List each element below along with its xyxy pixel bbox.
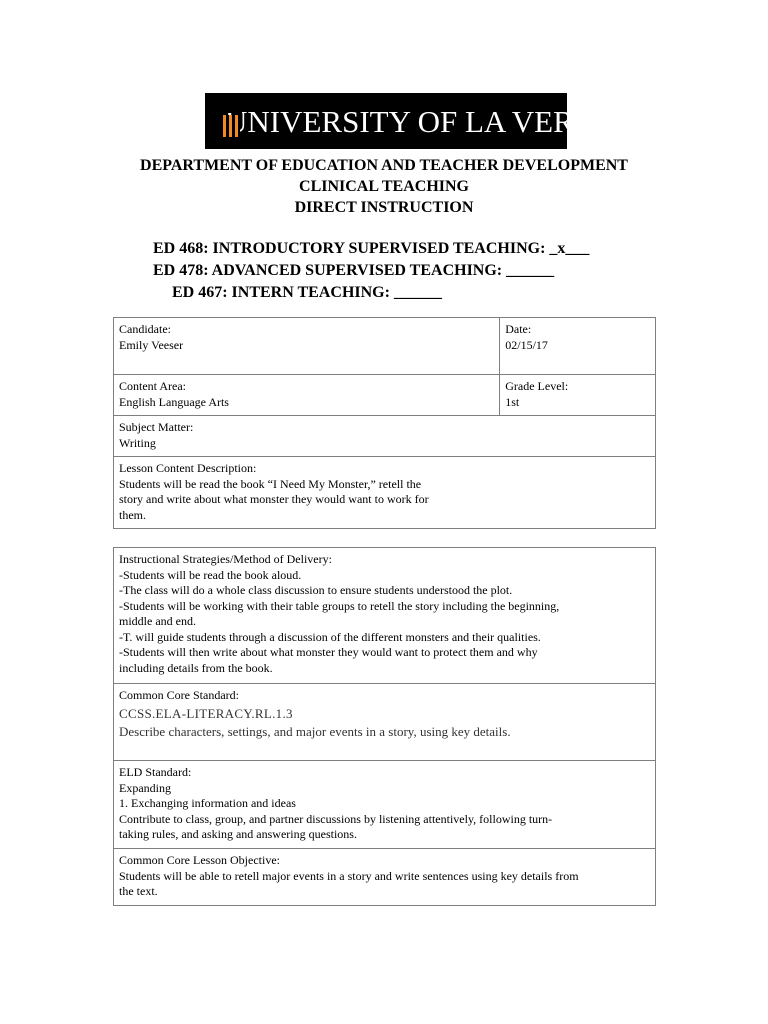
eld-line: Contribute to class, group, and partner discussions by listening attentively, following turn-: [119, 811, 553, 826]
course-ed468: ED 468: INTRODUCTORY SUPERVISED TEACHING: _x___: [153, 240, 590, 257]
strategies-cell: [114, 548, 656, 684]
content-area-cell: [114, 375, 500, 416]
candidate-label: Candidate:: [119, 322, 171, 336]
course-ed478: ED 478: ADVANCED SUPERVISED TEACHING: ______: [153, 262, 555, 279]
table-row: [114, 849, 656, 906]
instruction-table: [113, 547, 656, 906]
department-heading: DEPARTMENT OF EDUCATION AND TEACHER DEVELOPMENT: [140, 157, 628, 174]
lesson-description-line: them.: [119, 507, 146, 522]
lesson-description-line: story and write about what monster they would want to work for: [119, 492, 429, 506]
grade-level-label: Grade Level:: [505, 379, 569, 393]
clinical-teaching-heading: CLINICAL TEACHING: [299, 178, 469, 195]
table-row: [114, 548, 656, 684]
strategy-line: -The class will do a whole class discussion to ensure students understood the plot.: [119, 583, 513, 597]
strategy-line: -T. will guide students through a discussion of the different monsters and their qualities.: [119, 629, 541, 644]
lesson-objective-cell: [114, 849, 656, 906]
lesson-description-line: Students will be read the book “I Need My Monster,” retell the: [119, 476, 422, 491]
candidate-value: Emily Veeser: [119, 337, 184, 352]
strategies-label: Instructional Strategies/Method of Delivery:: [119, 552, 332, 566]
grade-level-value: 1st: [505, 394, 520, 409]
grade-level-cell: [500, 375, 656, 416]
lesson-description-cell: [114, 457, 656, 529]
course-ed467: ED 467: INTERN TEACHING: ______: [172, 284, 442, 301]
eld-standard-cell: [114, 761, 656, 849]
strategy-line: middle and end.: [119, 614, 196, 628]
content-area-value: English Language Arts: [119, 394, 229, 409]
objective-line: the text.: [119, 884, 158, 898]
table-row: [114, 416, 656, 457]
objective-line: Students will be able to retell major events in a story and write sentences using key details from: [119, 868, 579, 883]
subject-matter-cell: [114, 416, 656, 457]
table-row: [114, 457, 656, 529]
common-core-label: Common Core Standard:: [119, 688, 239, 702]
table-row: [114, 318, 656, 375]
date-value: 02/15/17: [505, 337, 548, 352]
strategy-line: -Students will be read the book aloud.: [119, 567, 302, 582]
eld-line: taking rules, and asking and answering questions.: [119, 827, 357, 841]
eld-label: ELD Standard:: [119, 765, 192, 779]
direct-instruction-heading: DIRECT INSTRUCTION: [294, 199, 474, 216]
eld-line: 1. Exchanging information and ideas: [119, 796, 296, 810]
table-row: [114, 684, 656, 761]
lesson-description-label: Lesson Content Description:: [119, 461, 257, 475]
document-headings: [0, 155, 768, 218]
strategy-line: including details from the book.: [119, 660, 273, 675]
date-label: Date:: [505, 322, 532, 336]
logo-text: UNIVERSITY OF LA VERNE: [225, 103, 616, 139]
table-row: [114, 375, 656, 416]
table-row: [114, 761, 656, 849]
common-core-description: Describe characters, settings, and major events in a story, using key details.: [119, 723, 511, 739]
objective-label: Common Core Lesson Objective:: [119, 853, 280, 867]
common-core-code: CCSS.ELA-LITERACY.RL.1.3: [119, 705, 293, 721]
eld-line: Expanding: [119, 780, 171, 795]
lesson-info-table: [113, 317, 656, 529]
subject-matter-value: Writing: [119, 435, 156, 450]
strategy-line: -Students will be working with their table groups to retell the story including the beginning,: [119, 598, 560, 613]
common-core-standard-cell: [114, 684, 656, 761]
date-cell: [500, 318, 656, 375]
candidate-cell: [114, 318, 500, 375]
strategy-line: -Students will then write about what monster they would want to protect them and why: [119, 645, 538, 659]
content-area-label: Content Area:: [119, 379, 186, 393]
subject-matter-label: Subject Matter:: [119, 420, 194, 434]
university-logo: [205, 93, 616, 149]
